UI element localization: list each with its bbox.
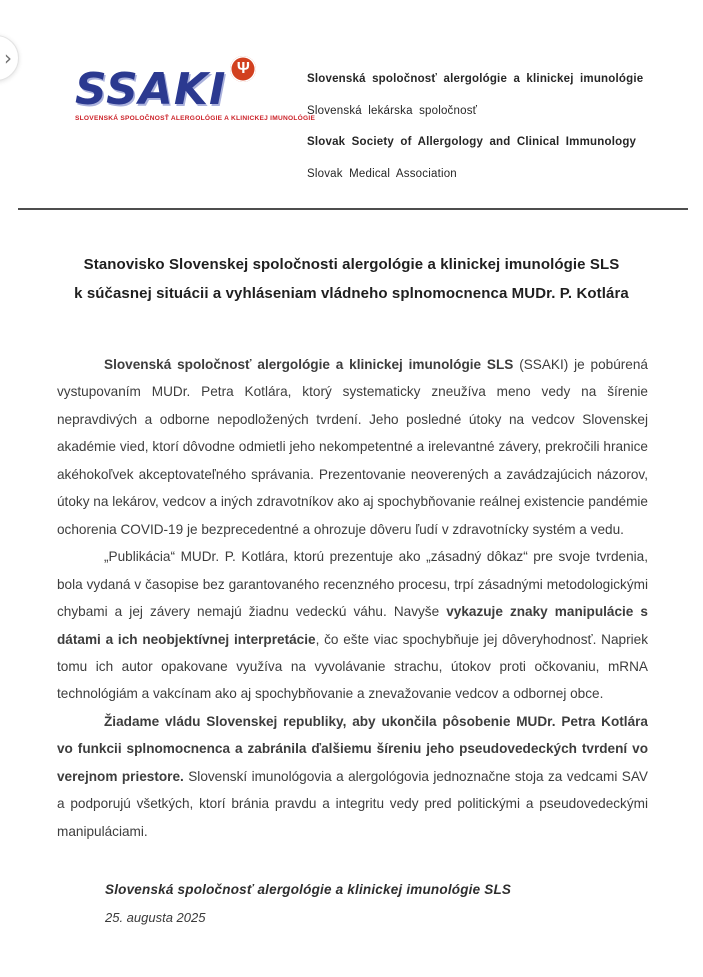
org-line: Slovak Medical Association	[307, 167, 457, 180]
signature-date: 25. augusta 2025	[105, 910, 206, 926]
logo-subtitle: SLOVENSKÁ SPOLOČNOSŤ ALERGOLÓGIE A KLINICKEJ IMUNOLÓGIE	[75, 115, 316, 122]
signature-organization: Slovenská spoločnosť alergológie a klinickej imunológie SLS	[105, 882, 512, 898]
paragraph-run: Slovenskí imunológovia a alergológovia jednoznačne stoja za vedcami SAV a podporujú všetkých, ktorí bránia pravdu a integritu vedy pred politickými a pseudovedeckými manipuláciami.	[57, 768, 648, 839]
document-title	[40, 251, 663, 308]
org-line: Slovenská lekárska spoločnosť	[307, 104, 478, 117]
logo-wordmark	[75, 60, 252, 115]
document-body	[57, 351, 648, 845]
chevron-right-icon: ›	[4, 46, 12, 70]
paragraph-run: „Publikácia“ MUDr. P. Kotlára, ktorú prezentuje ako „zásadný dôkaz“ pre svoje tvrdenia, bola vydaná v časopise bez garantovaného recenzného procesu, trpí zásadnými metodologickými chybami a jej závery nemajú žiadnu vedeckú váhu. Navyše	[57, 549, 648, 620]
ssaki-logo	[75, 60, 316, 122]
document-header	[0, 0, 703, 199]
paragraph-bold-run: Žiadame vládu Slovenskej republiky, aby ukončila pôsobenie MUDr. Petra Kotlára vo funkcii splnomocnenca a zabránila ďalšiemu šíreniu jeho pseudovedeckých tvrdení vo verejnom priestore.	[57, 713, 648, 784]
paragraph	[57, 543, 648, 708]
paragraph-run: , čo ešte viac spochybňuje jej dôveryhodnosť. Napriek tomu ich autor opakovane využíva na vyvolávanie strachu, útokov proti očkovaniu, mRNA technológiám a vakcínam ako aj spochybňovanie a znevažovanie vedcov a odbornej obce.	[57, 631, 648, 702]
paragraph-bold-run: vykazuje znaky manipulácie s dátami a ich neobjektívnej interpretácie	[57, 604, 648, 647]
title-line-1: Stanovisko Slovenskej spoločnosti alergológie a klinickej imunológie SLS	[83, 256, 620, 273]
paragraph-run: (SSAKI) je pobúrená vystupovaním MUDr. Petra Kotlára, ktorý systematicky zneužíva meno vedy na šírenie nepravdivých a odborne nepodložených tvrdení. Jeho posledné útoky na vedcov Slovenskej akadémie vied, ktorí dôvodne odmietli jeho nekompetentné a irelevantné závery, prekročili hranice akéhokoľvek akceptovateľného správania. Prezentovanie neoverených a zavádzajúcich názorov, útoky na lekárov, vedcov a iných zdravotníkov ako aj spochybňovanie reálnej existencie pandémie ochorenia COVID-19 je bezprecedentné a ohrozuje dôveru ľudí v zdravotnícky systém a vedu.	[57, 357, 648, 537]
org-line: Slovak Society of Allergology and Clinical Immunology	[307, 136, 637, 148]
title-line-2: k súčasnej situácii a vyhláseniam vládneho splnomocnenca MUDr. P. Kotlára	[74, 284, 629, 302]
header-divider	[18, 208, 688, 210]
antibody-badge-icon	[230, 56, 256, 82]
org-line: Slovenská spoločnosť alergológie a klinickej imunológie	[307, 73, 644, 85]
paragraph	[57, 708, 648, 845]
org-name-lines	[307, 68, 643, 199]
logo-text: SSAKI	[75, 64, 227, 115]
antibody-glyph: Ψ	[236, 60, 250, 77]
signature-block	[105, 882, 703, 925]
paragraph	[57, 351, 648, 543]
paragraph-bold-run: Slovenská spoločnosť alergológie a klinickej imunológie SLS	[104, 357, 514, 372]
